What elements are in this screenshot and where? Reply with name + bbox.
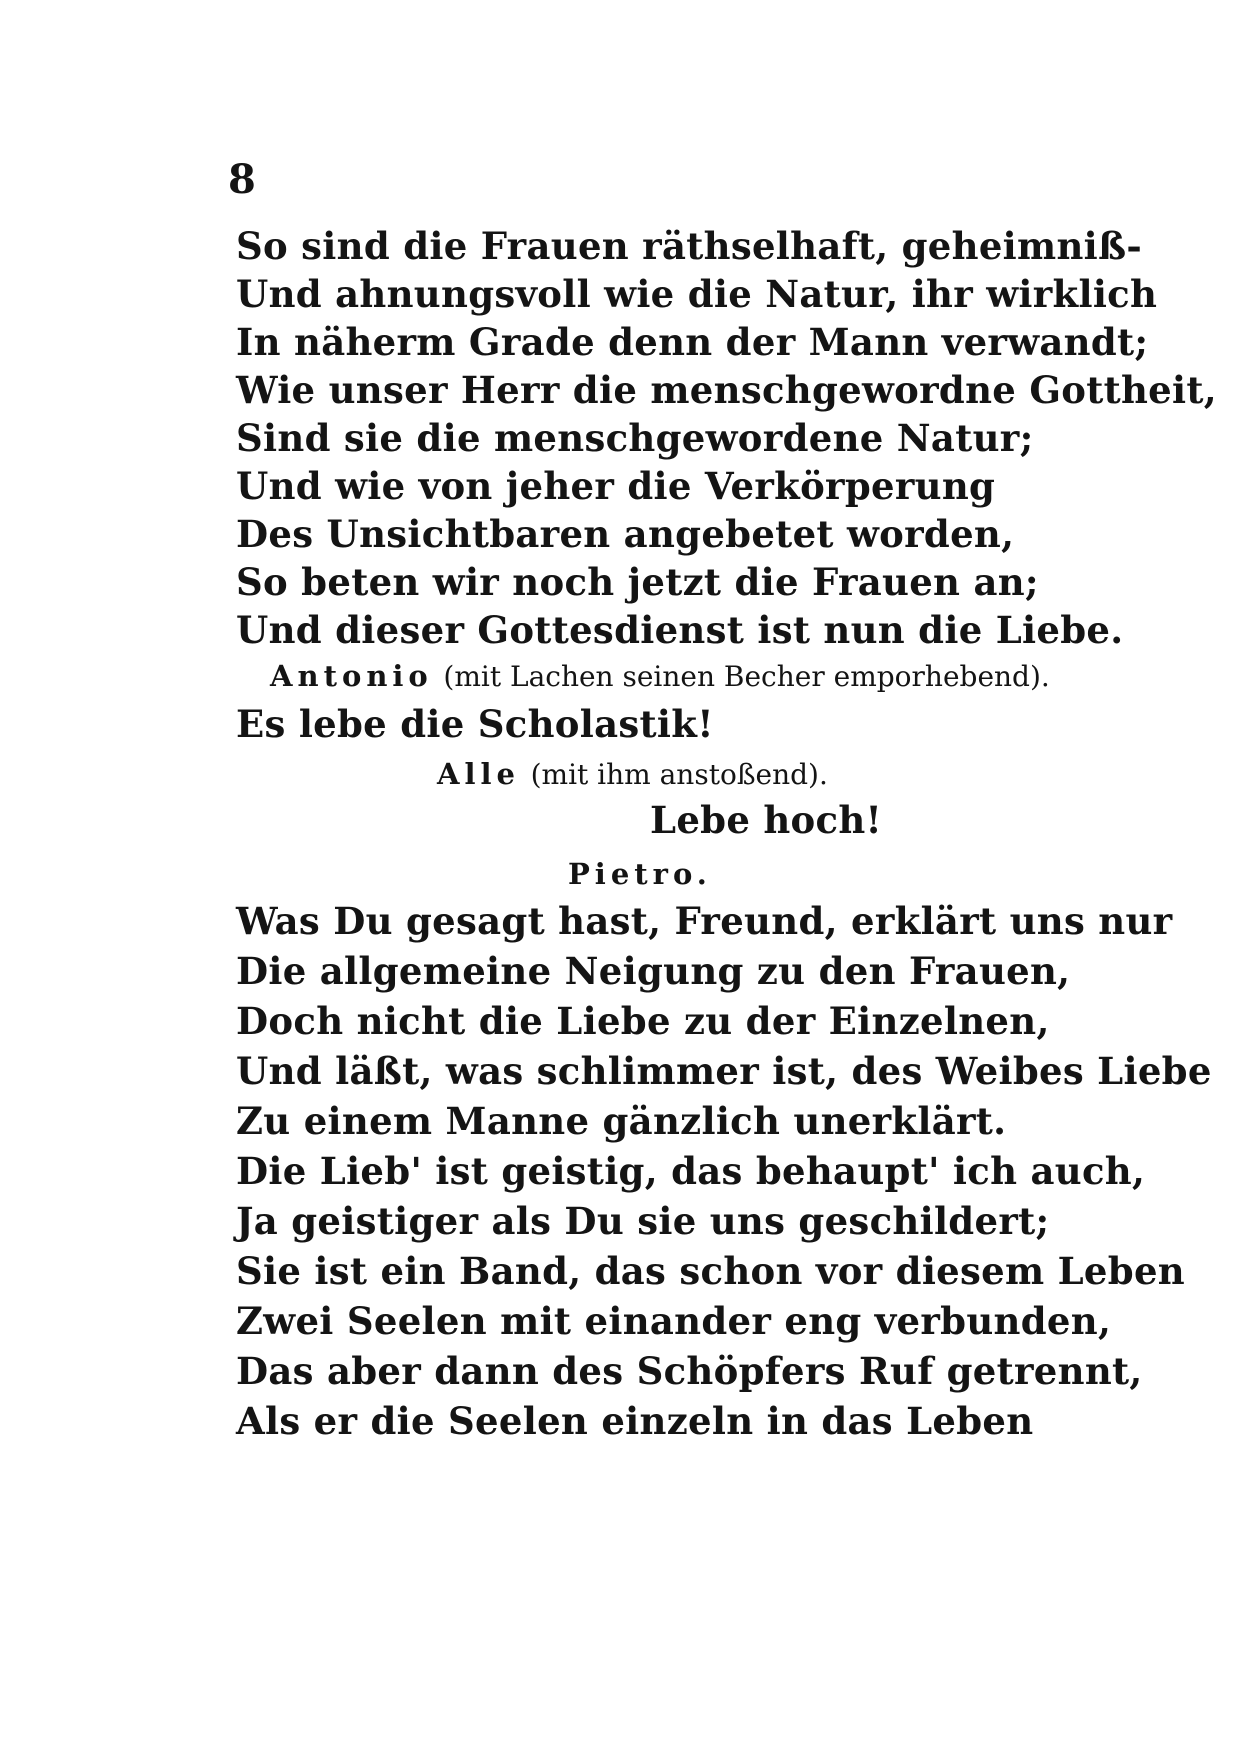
speaker-heading-antonio bbox=[270, 659, 1050, 693]
speaker-name: Pietro. bbox=[568, 857, 712, 891]
verse-line: Die allgemeine Neigung zu den Frauen, bbox=[236, 949, 1071, 993]
speaker-name: Alle bbox=[437, 757, 520, 791]
speaker-heading-pietro bbox=[568, 857, 712, 891]
verse-line: Was Du gesagt hast, Freund, erklärt uns nur bbox=[236, 899, 1173, 943]
verse-line: So sind die Frauen räthselhaft, geheimniß- bbox=[236, 224, 1143, 268]
speaker-heading-alle bbox=[437, 757, 828, 791]
verse-line: Sind sie die menschgewordene Natur; bbox=[236, 416, 1034, 460]
verse-line: Die Lieb' ist geistig, das behaupt' ich auch, bbox=[236, 1149, 1146, 1193]
verse-line: Zwei Seelen mit einander eng verbunden, bbox=[236, 1299, 1112, 1343]
verse-line: In näherm Grade denn der Mann verwandt; bbox=[236, 320, 1149, 364]
verse-line: Zu einem Manne gänzlich unerklärt. bbox=[236, 1099, 1007, 1143]
verse-line: Als er die Seelen einzeln in das Leben bbox=[236, 1399, 1034, 1443]
verse-line: Und läßt, was schlimmer ist, des Weibes Liebe bbox=[236, 1049, 1212, 1093]
stage-direction: (mit ihm anstoßend). bbox=[530, 758, 828, 791]
verse-line: Wie unser Herr die menschgewordne Gottheit, bbox=[236, 368, 1217, 412]
verse-line: Ja geistiger als Du sie uns geschildert; bbox=[236, 1199, 1050, 1243]
verse-line: Das aber dann des Schöpfers Ruf getrennt, bbox=[236, 1349, 1143, 1393]
verse-line: Und ahnungsvoll wie die Natur, ihr wirklich bbox=[236, 272, 1158, 316]
page-number: 8 bbox=[228, 156, 256, 203]
speaker-name: Antonio bbox=[270, 659, 433, 693]
verse-line: Lebe hoch! bbox=[650, 798, 883, 842]
verse-line: Des Unsichtbaren angebetet worden, bbox=[236, 512, 1015, 556]
verse-line: Doch nicht die Liebe zu der Einzelnen, bbox=[236, 999, 1050, 1043]
verse-line: Und wie von jeher die Verkörperung bbox=[236, 464, 996, 508]
verse-line: Und dieser Gottesdienst ist nun die Liebe. bbox=[236, 608, 1124, 652]
verse-line: So beten wir noch jetzt die Frauen an; bbox=[236, 560, 1039, 604]
verse-line: Sie ist ein Band, das schon vor diesem Leben bbox=[236, 1249, 1185, 1293]
stage-direction: (mit Lachen seinen Becher emporhebend). bbox=[443, 660, 1050, 693]
verse-line: Es lebe die Scholastik! bbox=[236, 702, 714, 746]
